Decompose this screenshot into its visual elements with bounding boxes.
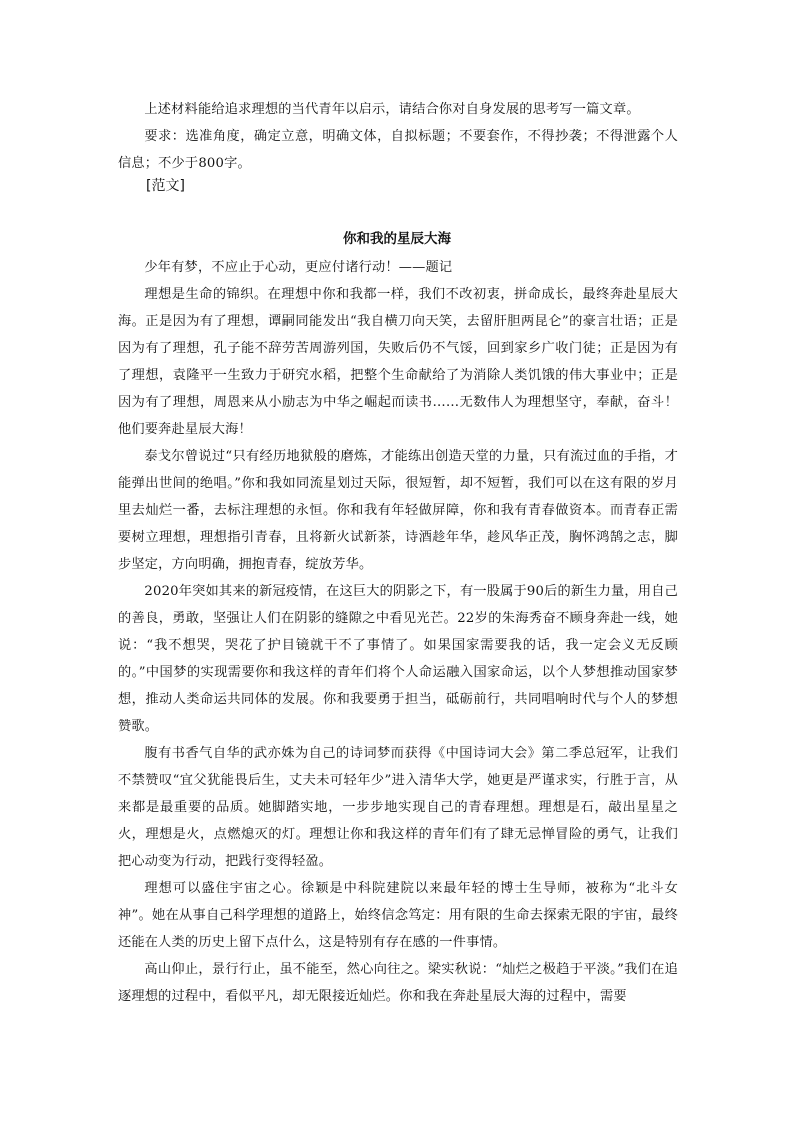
prompt-paragraph: 上述材料能给追求理想的当代青年以启示，请结合你对自身发展的思考写一篇文章。 — [144, 102, 640, 117]
essay-paragraph: 高山仰止，景行行止，虽不能至，然心向往之。梁实秋说：“灿烂之极趋于平淡。”我们在追逐理想的过程中，看似平凡，却无限接近灿烂。你和我在奔赴星辰大海的过程中，需要 — [118, 962, 678, 1004]
essay-epigraph: 少年有梦，不应止于心动，更应付诸行动！——题记 — [144, 260, 453, 275]
essay-title: 你和我的星辰大海 — [343, 231, 451, 247]
prompt-block — [118, 96, 678, 177]
essay-paragraph: 泰戈尔曾说过“只有经历地狱般的磨炼，才能练出创造天堂的力量，只有流过血的手指，才能弹出世间的绝唱。”你和我如同流星划过天际，很短暂，却不短暂，我们可以在这有限的岁月里去灿烂一番，去标注理想的永恒。你和我有年轻做屏障，你和我有青春做资本。而青春正需要树立理想，理想指引青春，且将新火试新茶，诗酒趁年华，趁风华正茂，胸怀鸿鹄之志，脚步坚定，方向明确，拥抱青春，绽放芳华。 — [118, 449, 678, 572]
essay-paragraph: 2020年突如其来的新冠疫情，在这巨大的阴影之下，有一股属于90后的新生力量，用自己的善良，勇敢，坚强让人们在阴影的缝隙之中看见光芒。22岁的朱海秀奋不顾身奔赴一线，她说：“我不想哭，哭花了护目镜就干不了事情了。如果国家需要我的话，我一定会义无反顾的。”中国梦的实现需要你和我这样的青年们将个人命运融入国家命运，以个人梦想推动国家梦想，推动人类命运共同体的发展。你和我要勇于担当，砥砺前行，共同唱响时代与个人的梦想赞歌。 — [118, 584, 678, 734]
section-label: [范文] — [146, 178, 185, 194]
essay-paragraph: 腹有书香气自华的武亦姝为自己的诗词梦而获得《中国诗词大会》第二季总冠军，让我们不禁赞叹“宜父犹能畏后生，丈夫未可轻年少”进入清华大学，她更是严谨求实，行胜于言，从来都是最重要的品质。她脚踏实地，一步步地实现自己的青春理想。理想是石，敲出星星之火，理想是火，点燃熄灭的灯。理想让你和我这样的青年们有了肆无忌惮冒险的勇气，让我们把心动变为行动，把践行变得轻盈。 — [118, 746, 678, 869]
essay-paragraph: 理想可以盛住宇宙之心。徐颖是中科院建院以来最年轻的博士生导师，被称为“北斗女神”。她在从事自己科学理想的道路上，始终信念笃定：用有限的生命去探索无限的宇宙，最终还能在人类的历史上留下点什么，这是特别有存在感的一件事情。 — [118, 881, 678, 950]
prompt-requirements: 要求：选准角度，确定立意，明确文体，自拟标题；不要套作，不得抄袭；不得泄露个人信息；不少于800字。 — [118, 129, 678, 171]
essay-body — [118, 254, 678, 1010]
essay-paragraph: 理想是生命的锦织。在理想中你和我都一样，我们不改初衷，拼命成长，最终奔赴星辰大海。正是因为有了理想，谭嗣同能发出“我自横刀向天笑，去留肝胆两昆仑”的豪言壮语；正是因为有了理想，孔子能不辞劳苦周游列国，失败后仍不气馁，回到家乡广收门徒；正是因为有了理想，袁隆平一生致力于研究水稻，把整个生命献给了为消除人类饥饿的伟大事业中；正是因为有了理想，周恩来从小励志为中华之崛起而读书……无数伟人为理想坚守，奉献，奋斗！他们要奔赴星辰大海！ — [118, 287, 678, 437]
